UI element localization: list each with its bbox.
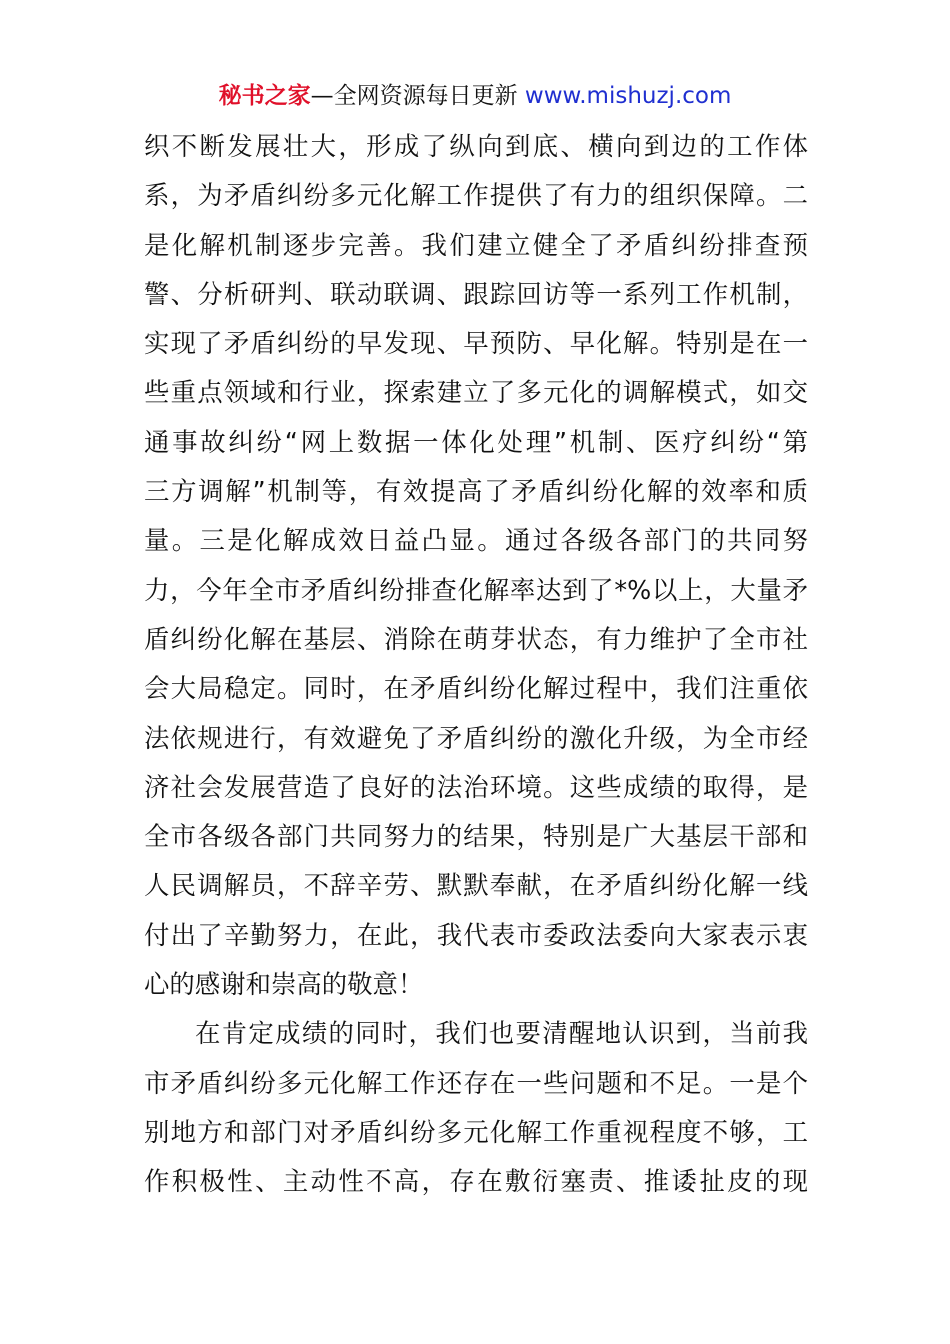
paragraph-end-line: 心的感谢和崇高的敬意！ <box>144 969 424 1000</box>
text-line: 实现了矛盾纠纷的早发现、早预防、早化解。特别是在一 <box>144 328 808 359</box>
text-line: 是化解机制逐步完善。我们建立健全了矛盾纠纷排查预 <box>144 229 808 260</box>
text-line: 系，为矛盾纠纷多元化解工作提供了有力的组织保障。二 <box>144 180 808 211</box>
text-line: 会大局稳定。同时，在矛盾纠纷化解过程中，我们注重依 <box>144 673 808 704</box>
text-line: 市矛盾纠纷多元化解工作还存在一些问题和不足。一是个 <box>144 1067 808 1098</box>
paragraph-start-line: 在肯定成绩的同时，我们也要清醒地认识到，当前我 <box>195 1018 808 1049</box>
text-line: 三方调解”机制等，有效提高了矛盾纠纷化解的效率和质 <box>144 476 808 507</box>
text-line: 警、分析研判、联动联调、跟踪回访等一系列工作机制， <box>144 278 808 309</box>
header-brand: 秘书之家 <box>218 83 311 109</box>
text-line: 织不断发展壮大，形成了纵向到底、横向到边的工作体 <box>144 131 808 161</box>
text-line: 法依规进行，有效避免了矛盾纠纷的激化升级，为全市经 <box>144 722 808 753</box>
text-line: 全市各级各部门共同努力的结果，特别是广大基层干部和 <box>144 821 808 852</box>
text-line: 量。三是化解成效日益凸显。通过各级各部门的共同努 <box>144 525 808 556</box>
text-line: 力，今年全市矛盾纠纷排查化解率达到了*%以上，大量矛 <box>144 574 808 605</box>
header-tagline: —全网资源每日更新 <box>310 83 525 109</box>
page-header <box>0 78 950 114</box>
text-line: 济社会发展营造了良好的法治环境。这些成绩的取得，是 <box>144 771 808 802</box>
text-line: 人民调解员，不辞辛劳、默默奉献，在矛盾纠纷化解一线 <box>144 870 808 901</box>
body-text <box>144 122 808 1207</box>
header-site-link[interactable]: www.mishuzj.com <box>524 83 732 109</box>
text-line: 些重点领域和行业，探索建立了多元化的调解模式，如交 <box>144 377 808 408</box>
text-line: 别地方和部门对矛盾纠纷多元化解工作重视程度不够，工 <box>144 1116 808 1147</box>
text-line: 付出了辛勤努力，在此，我代表市委政法委向大家表示衷 <box>144 919 808 950</box>
text-line: 通事故纠纷“网上数据一体化处理”机制、医疗纠纷“第 <box>144 426 808 457</box>
text-line: 盾纠纷化解在基层、消除在萌芽状态，有力维护了全市社 <box>144 623 808 654</box>
text-line: 作积极性、主动性不高，存在敷衍塞责、推诿扯皮的现 <box>144 1166 808 1197</box>
